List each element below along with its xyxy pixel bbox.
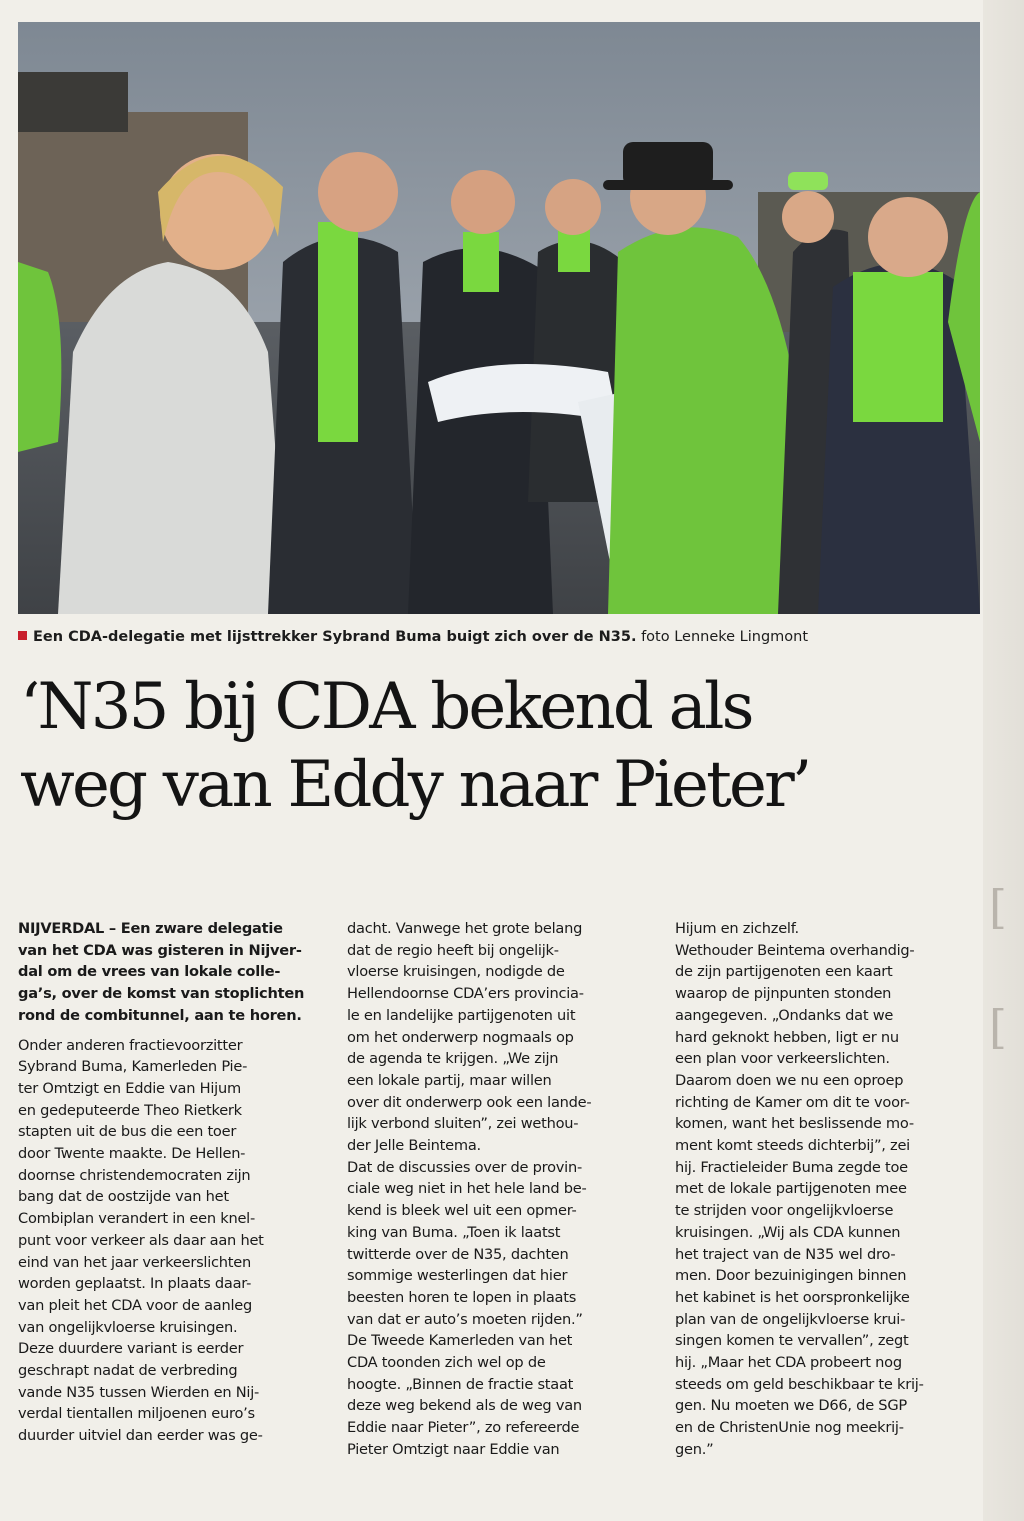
- body-line: gen. Nu moeten we D66, de SGP: [675, 1397, 907, 1415]
- body-line: worden geplaatst. In plaats daar-: [18, 1275, 252, 1293]
- article-column-2: [347, 918, 665, 1461]
- body-line: vande N35 tussen Wierden en Nij-: [18, 1383, 260, 1401]
- body-line: hij. „Maar het CDA probeert nog: [675, 1354, 902, 1372]
- body-line: Wethouder Beintema overhandig-: [675, 941, 915, 959]
- body-line: eind van het jaar verkeerslichten: [18, 1253, 252, 1271]
- body-line: aangegeven. „Ondanks dat we: [675, 1006, 894, 1024]
- body-line: van pleit het CDA voor de aanleg: [18, 1296, 253, 1314]
- lead-line: NIJVERDAL – Een zware delegatie: [18, 920, 283, 937]
- body-line: geschrapt nadat de verbreding: [18, 1362, 238, 1380]
- body-line: de zijn partijgenoten een kaart: [675, 963, 893, 981]
- lead-line: rond de combitunnel, aan te horen.: [18, 1006, 302, 1024]
- photo-credit: foto Lenneke Lingmont: [641, 629, 809, 645]
- body-line: ment komt steeds dichterbij”, zei: [675, 1137, 910, 1155]
- body-line: lijk verbond sluiten”, zei wethou-: [347, 1115, 579, 1133]
- body-line: van dat er auto’s moeten rijden.”: [347, 1310, 583, 1328]
- caption-marker: [18, 631, 27, 640]
- body-line: Daarom doen we nu een oproep: [675, 1071, 904, 1089]
- body-line: hoogte. „Binnen de fractie staat: [347, 1375, 574, 1393]
- article-column-1: [18, 918, 336, 1447]
- body-line: hij. Fractieleider Buma zegde toe: [675, 1158, 908, 1176]
- body-line: punt voor verkeer als daar aan het: [18, 1231, 264, 1249]
- body-line: kend is bleek wel uit een opmer-: [347, 1202, 577, 1220]
- body-line: dacht. Vanwege het grote belang: [347, 920, 583, 937]
- body-line: richting de Kamer om dit te voor-: [675, 1093, 910, 1111]
- body-line: stapten uit de bus die een toer: [18, 1123, 237, 1141]
- lead-line: dal om de vrees van lokale colle-: [18, 963, 281, 981]
- article-body: [675, 918, 975, 1461]
- photo-cda-delegation: [18, 22, 980, 614]
- headline-line-2: weg van Eddy naar Pieter’: [20, 748, 810, 822]
- body-line: Onder anderen fractievoorzitter: [18, 1036, 243, 1054]
- body-line: de agenda te krijgen. „We zijn: [347, 1050, 559, 1068]
- body-line: steeds om geld beschikbaar te krij-: [675, 1375, 924, 1393]
- photo-caption: [18, 627, 978, 647]
- body-line: der Jelle Beintema.: [347, 1137, 481, 1155]
- body-line: vloerse kruisingen, nodigde de: [347, 963, 565, 981]
- body-line: deze weg bekend als de weg van: [347, 1397, 582, 1415]
- body-line: ciale weg niet in het hele land be-: [347, 1180, 587, 1198]
- article-body: [18, 1035, 336, 1447]
- body-line: Combiplan verandert in een knel-: [18, 1210, 256, 1228]
- body-line: hard geknokt hebben, ligt er nu: [675, 1028, 899, 1046]
- body-line: Hijum en zichzelf.: [675, 920, 799, 937]
- body-line: duurder uitviel dan eerder was ge-: [18, 1427, 263, 1445]
- body-line: plan van de ongelijkvloerse krui-: [675, 1310, 906, 1328]
- body-line: Pieter Omtzigt naar Eddie van: [347, 1440, 560, 1458]
- body-line: Eddie naar Pieter”, zo refereerde: [347, 1419, 580, 1437]
- body-line: Dat de discussies over de provin-: [347, 1158, 582, 1176]
- adjacent-article-margin: [983, 0, 1024, 1521]
- body-line: verdal tientallen miljoenen euro’s: [18, 1405, 255, 1423]
- body-line: Sybrand Buma, Kamerleden Pie-: [18, 1058, 248, 1076]
- body-line: het kabinet is het oorspronkelijke: [675, 1288, 910, 1306]
- caption-text: Een CDA-delegatie met lijsttrekker Sybrand Buma buigt zich over de N35.: [33, 629, 637, 645]
- news-photo: [18, 22, 980, 614]
- adjacent-article-fragment: [: [989, 1000, 1007, 1054]
- article-headline: [20, 668, 980, 824]
- body-line: beesten horen te lopen in plaats: [347, 1288, 577, 1306]
- body-line: door Twente maakte. De Hellen-: [18, 1145, 246, 1163]
- body-line: sommige westerlingen dat hier: [347, 1267, 568, 1285]
- body-line: het traject van de N35 wel dro-: [675, 1245, 896, 1263]
- body-line: van ongelijkvloerse kruisingen.: [18, 1318, 238, 1336]
- body-line: komen, want het beslissende mo-: [675, 1115, 914, 1133]
- body-line: ter Omtzigt en Eddie van Hijum: [18, 1079, 241, 1097]
- body-line: bang dat de oostzijde van het: [18, 1188, 229, 1206]
- body-line: Hellendoornse CDA’ers provincia-: [347, 985, 584, 1003]
- body-line: met de lokale partijgenoten mee: [675, 1180, 907, 1198]
- lead-line: ga’s, over de komst van stoplichten: [18, 985, 305, 1003]
- body-line: waarop de pijnpunten stonden: [675, 985, 892, 1003]
- body-line: een plan voor verkeerslichten.: [675, 1050, 890, 1068]
- body-line: en gedeputeerde Theo Rietkerk: [18, 1101, 242, 1119]
- body-line: doornse christendemocraten zijn: [18, 1166, 251, 1184]
- lead-line: van het CDA was gisteren in Nijver-: [18, 941, 302, 959]
- body-line: om het onderwerp nogmaals op: [347, 1028, 574, 1046]
- body-line: dat de regio heeft bij ongelijk-: [347, 941, 559, 959]
- body-line: De Tweede Kamerleden van het: [347, 1332, 573, 1350]
- body-line: kruisingen. „Wij als CDA kunnen: [675, 1223, 901, 1241]
- article-column-3: [675, 918, 975, 1461]
- headline-line-1: ‘N35 bij CDA bekend als: [20, 670, 752, 744]
- body-line: een lokale partij, maar willen: [347, 1071, 552, 1089]
- green-scarf: [318, 222, 358, 442]
- body-line: le en landelijke partijgenoten uit: [347, 1006, 576, 1024]
- body-line: CDA toonden zich wel op de: [347, 1354, 546, 1372]
- body-line: king van Buma. „Toen ik laatst: [347, 1223, 561, 1241]
- article-lead: [18, 918, 336, 1027]
- body-line: over dit onderwerp ook een lande-: [347, 1093, 592, 1111]
- body-line: te strijden voor ongelijkvloerse: [675, 1202, 894, 1220]
- body-line: men. Door bezuinigingen binnen: [675, 1267, 907, 1285]
- body-line: singen komen te vervallen”, zegt: [675, 1332, 909, 1350]
- body-line: Deze duurdere variant is eerder: [18, 1340, 244, 1358]
- body-line: twitterde over de N35, dachten: [347, 1245, 569, 1263]
- body-line: gen.”: [675, 1440, 714, 1458]
- adjacent-article-fragment: [: [989, 880, 1007, 934]
- article-body: [347, 918, 665, 1461]
- body-line: en de ChristenUnie nog meekrij-: [675, 1419, 904, 1437]
